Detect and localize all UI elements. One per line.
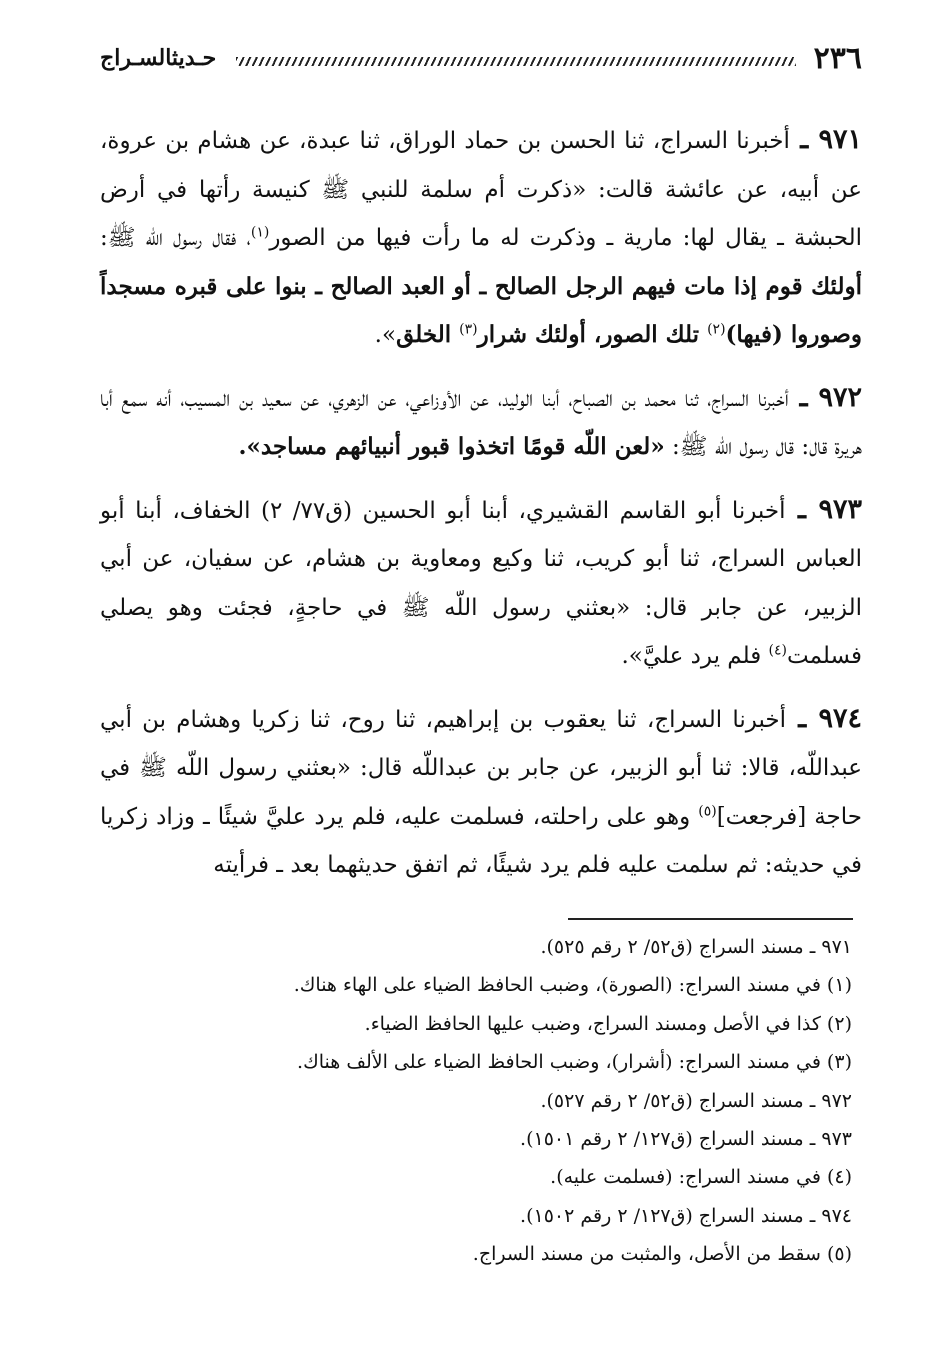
running-title: حـديثالسـراج bbox=[100, 45, 217, 71]
footnote-line: ٩٧٢ ـ مسند السراج (ق٥٢/ ٢ رقم ٥٢٧). bbox=[540, 1089, 852, 1112]
footnote-separator bbox=[568, 918, 853, 920]
footnote-line: (١) في مسند السراج: (الصورة)، وضبب الحافظ الضياء على الهاء هناك. bbox=[293, 974, 852, 997]
hadith-text: أخبرنا السراج، ثنا الحسن بن حماد الوراق، ثنا عبدة، عن هشام بن عروة، عن أبيه، عن عائشة قالت: «ذكرت أم سلمة للنبي ﷺ كنيسة رأتها في أرض الحبشة ـ يقال لها: مارية ـ وذكرت له ما رأت فيها من الصور bbox=[100, 128, 862, 251]
hadith-number: ٩٧٢ bbox=[818, 381, 862, 413]
hadith-text: أخبرنا السراج، ثنا محمد بن الصباح، أبنا الوليد، عن الأوزاعي، عن الزهري، عن سعيد بن المسيب، أنه سمع أبا هريرة قال: قال رسول اللّه ﷺ: bbox=[100, 385, 862, 460]
hadith-text: أخبرنا السراج، ثنا يعقوب بن إبراهيم، ثنا روح، ثنا زكريا وهشام بن أبي عبداللّه، قالا: ثنا أبو الزبير، عن جابر بن عبداللّه قال: «بعثني رسول اللّه ﷺ في حاجة [فرجعت] bbox=[100, 706, 862, 830]
hadith-973: ٩٧٣ ـ أخبرنا أبو القاسم القشيري، أبنا أبو الحسين (ق٧٧/ ٢) الخفاف، أبنا أبو العباس السراج، ثنا أبو كريب، ثنا وكيع ومعاوية بن هشام، عن سفيان، عن أبي الزبير، عن جابر قال: «بعثني رسول اللّه ﷺ في حاجةٍ، فجئت وهو يصلي فسلمت$^{(٤)}$ فلم يرد عليَّ». bbox=[100, 493, 862, 669]
prophetic-saying: «لعن اللّه قومًا اتخذوا قبور أنبيائهم مساجد». bbox=[238, 433, 665, 460]
footnote-line: (٣) في مسند السراج: (أشرار)، وضبب الحافظ الضياء على الألف هناك. bbox=[297, 1051, 852, 1074]
footnote-line: (٤) في مسند السراج: (فسلمت عليه). bbox=[550, 1166, 852, 1189]
footnote-line: ٩٧٤ ـ مسند السراج (ق١٢٧/ ٢ رقم ١٥٠٢). bbox=[520, 1204, 852, 1227]
hadith-text: ». bbox=[374, 322, 397, 348]
footnote-line: (٥) سقط من الأصل، والمثبت من مسند السراج. bbox=[472, 1243, 852, 1266]
header-rule bbox=[236, 57, 795, 66]
prophetic-saying: أولئك قوم إذا مات فيهم الرجل الصالح ـ أو العبد الصالح ـ بنوا على قبره مسجداً وصوروا (فيها) bbox=[100, 272, 862, 348]
footnote-ref: (٣) bbox=[459, 321, 478, 338]
hadith-text: أخبرنا أبو القاسم القشيري، أبنا أبو الحسين (ق٧٧/ ٢) الخفاف، أبنا أبو العباس السراج، ثنا أبو كريب، ثنا وكيع ومعاوية بن هشام، عن سفيان، عن أبي الزبير، عن جابر قال: «بعثني رسول اللّه ﷺ في حاجةٍ، فجئت وهو يصلي فسلمت bbox=[100, 497, 862, 669]
page-header bbox=[100, 34, 862, 82]
hadith-number: ٩٧٣ bbox=[818, 493, 862, 525]
footnote-ref: (١) bbox=[250, 224, 270, 241]
hadith-number: ٩٧٤ bbox=[818, 702, 862, 734]
footnote-ref: (٢) bbox=[707, 321, 726, 338]
prophetic-saying: تلك الصور، أولئك شرار bbox=[477, 321, 708, 348]
prophetic-saying: الخلق bbox=[396, 321, 460, 348]
hadith-text: وهو على راحلته، فسلمت عليه، فلم يرد عليَّ شيئًا ـ وزاد زكريا في حديثه: ثم سلمت عليه فلم يرد شيئًا، ثم اتفق حديثهما بعد ـ فرأيته bbox=[100, 803, 862, 878]
main-text bbox=[100, 116, 862, 890]
hadith-text: ، فقال رسول اللّه ﷺ: bbox=[100, 225, 251, 251]
hadith-972: ٩٧٢ ـ أخبرنا السراج، ثنا محمد بن الصباح، أبنا الوليد، عن الأوزاعي، عن الزهري، عن سعيد بن المسيب، أنه سمع أبا هريرة قال: قال رسول اللّه ﷺ: «لعن اللّه قومًا اتخذوا قبور أنبيائهم مساجد». bbox=[100, 381, 862, 460]
hadith-number: ٩٧١ bbox=[818, 124, 862, 155]
footnote-ref: (٥) bbox=[698, 802, 717, 819]
footnote-line: ٩٧١ ـ مسند السراج (ق٥٢/ ٢ رقم ٥٢٥). bbox=[540, 936, 852, 958]
footnotes bbox=[100, 928, 852, 1274]
footnote-line: (٢) كذا في الأصل ومسند السراج، وضبب عليها الحافظ الضياء. bbox=[364, 1012, 852, 1035]
hadith-text: فلم يرد عليَّ». bbox=[621, 643, 769, 669]
hadith-971: ٩٧١ ـ أخبرنا السراج، ثنا الحسن بن حماد الوراق، ثنا عبدة، عن هشام بن عروة، عن أبيه، عن عائشة قالت: «ذكرت أم سلمة للنبي ﷺ كنيسة رأتها في أرض الحبشة ـ يقال لها: مارية ـ وذكرت له ما رأت فيها من الصور$^{(١)}$، فقال رسول اللّه ﷺ: أولئك قوم إذا مات فيهم الرجل الصالح ـ أو العبد الصالح ـ بنوا على قبره مسجداً وصوروا (فيها)$^{(٢)}$ تلك الصور، أولئك شرار$^{(٣)}$ الخلق». bbox=[100, 124, 862, 348]
footnote-ref: (٤) bbox=[768, 642, 787, 659]
hadith-974: ٩٧٤ ـ أخبرنا السراج، ثنا يعقوب بن إبراهيم، ثنا روح، ثنا زكريا وهشام بن أبي عبداللّه، قالا: ثنا أبو الزبير، عن جابر بن عبداللّه قال: «بعثني رسول اللّه ﷺ في حاجة [فرجعت]$^{(٥)}$ وهو على راحلته، فسلمت عليه، فلم يرد عليَّ شيئًا ـ وزاد زكريا في حديثه: ثم سلمت عليه فلم يرد شيئًا، ثم اتفق حديثهما بعد ـ فرأيته bbox=[100, 702, 862, 878]
page-number: ٢٣٦ bbox=[813, 40, 862, 76]
footnote-line: ٩٧٣ ـ مسند السراج (ق١٢٧/ ٢ رقم ١٥٠١). bbox=[520, 1128, 852, 1151]
